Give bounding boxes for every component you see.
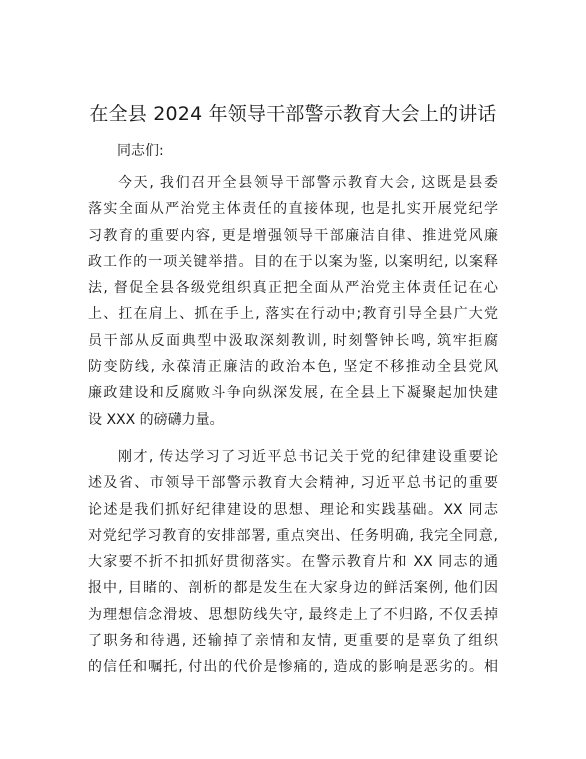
paragraph-line: 论述是我们抓好纪律建设的思想、理论和实践基础。XX 同志	[88, 501, 498, 518]
paragraph-line: 大家要不折不扣抓好贯彻落实。在警示教育片和 XX 同志的通	[88, 554, 498, 571]
paragraph-line: 廉政建设和反腐败斗争向纵深发展, 在全县上下凝聚起加快建	[88, 385, 498, 402]
paragraph-line: 防变防线, 永葆清正廉洁的政治本色, 坚定不移推动全县党风	[88, 359, 498, 376]
paragraph-line: 习教育的重要内容, 更是增强领导干部廉洁自律、推进党风廉	[88, 227, 498, 244]
paragraph-line: 报中, 目睹的、剖析的都是发生在大家身边的鲜活案例, 他们因	[88, 580, 498, 597]
paragraph-line: 刚才, 传达学习了习近平总书记关于党的纪律建设重要论	[118, 449, 498, 465]
paragraph-line: 今天, 我们召开全县领导干部警示教育大会, 这既是县委	[118, 175, 498, 191]
paragraph-1	[88, 170, 498, 433]
paragraph-line: 设 XXX 的磅礴力量。	[88, 411, 224, 428]
paragraph-line: 法, 督促全县各级党组织真正把全面从严治党主体责任记在心	[88, 280, 498, 297]
paragraph-line: 落实全面从严治党主体责任的直接体现, 也是扎实开展党纪学	[88, 201, 498, 218]
paragraph-line: 对党纪学习教育的安排部署, 重点突出、任务明确, 我完全同意,	[88, 527, 498, 544]
paragraph-line: 的信任和嘱托, 付出的代价是惨痛的, 造成的影响是恶劣的。相	[88, 659, 498, 676]
paragraph-line: 政工作的一项关键举措。目的在于以案为鉴, 以案明纪, 以案释	[88, 253, 498, 270]
paragraph-2	[88, 444, 498, 681]
salutation: 同志们:	[117, 143, 164, 159]
paragraph-line: 述及省、市领导干部警示教育大会精神, 习近平总书记的重要	[88, 475, 498, 492]
paragraph-line: 了职务和待遇, 还输掉了亲情和友情, 更重要的是辜负了组织	[88, 633, 498, 650]
paragraph-line: 员干部从反面典型中汲取深刻教训, 时刻警钟长鸣, 筑牢拒腐	[88, 332, 498, 349]
document-title: 在全县 2024 年领导干部警示教育大会上的讲话	[89, 103, 497, 125]
paragraph-line: 上、扛在肩上、抓在手上, 落实在行动中;教育引导全县广大党	[88, 306, 498, 323]
paragraph-line: 为理想信念滑坡、思想防线失守, 最终走上了不归路, 不仅丢掉	[88, 606, 498, 623]
